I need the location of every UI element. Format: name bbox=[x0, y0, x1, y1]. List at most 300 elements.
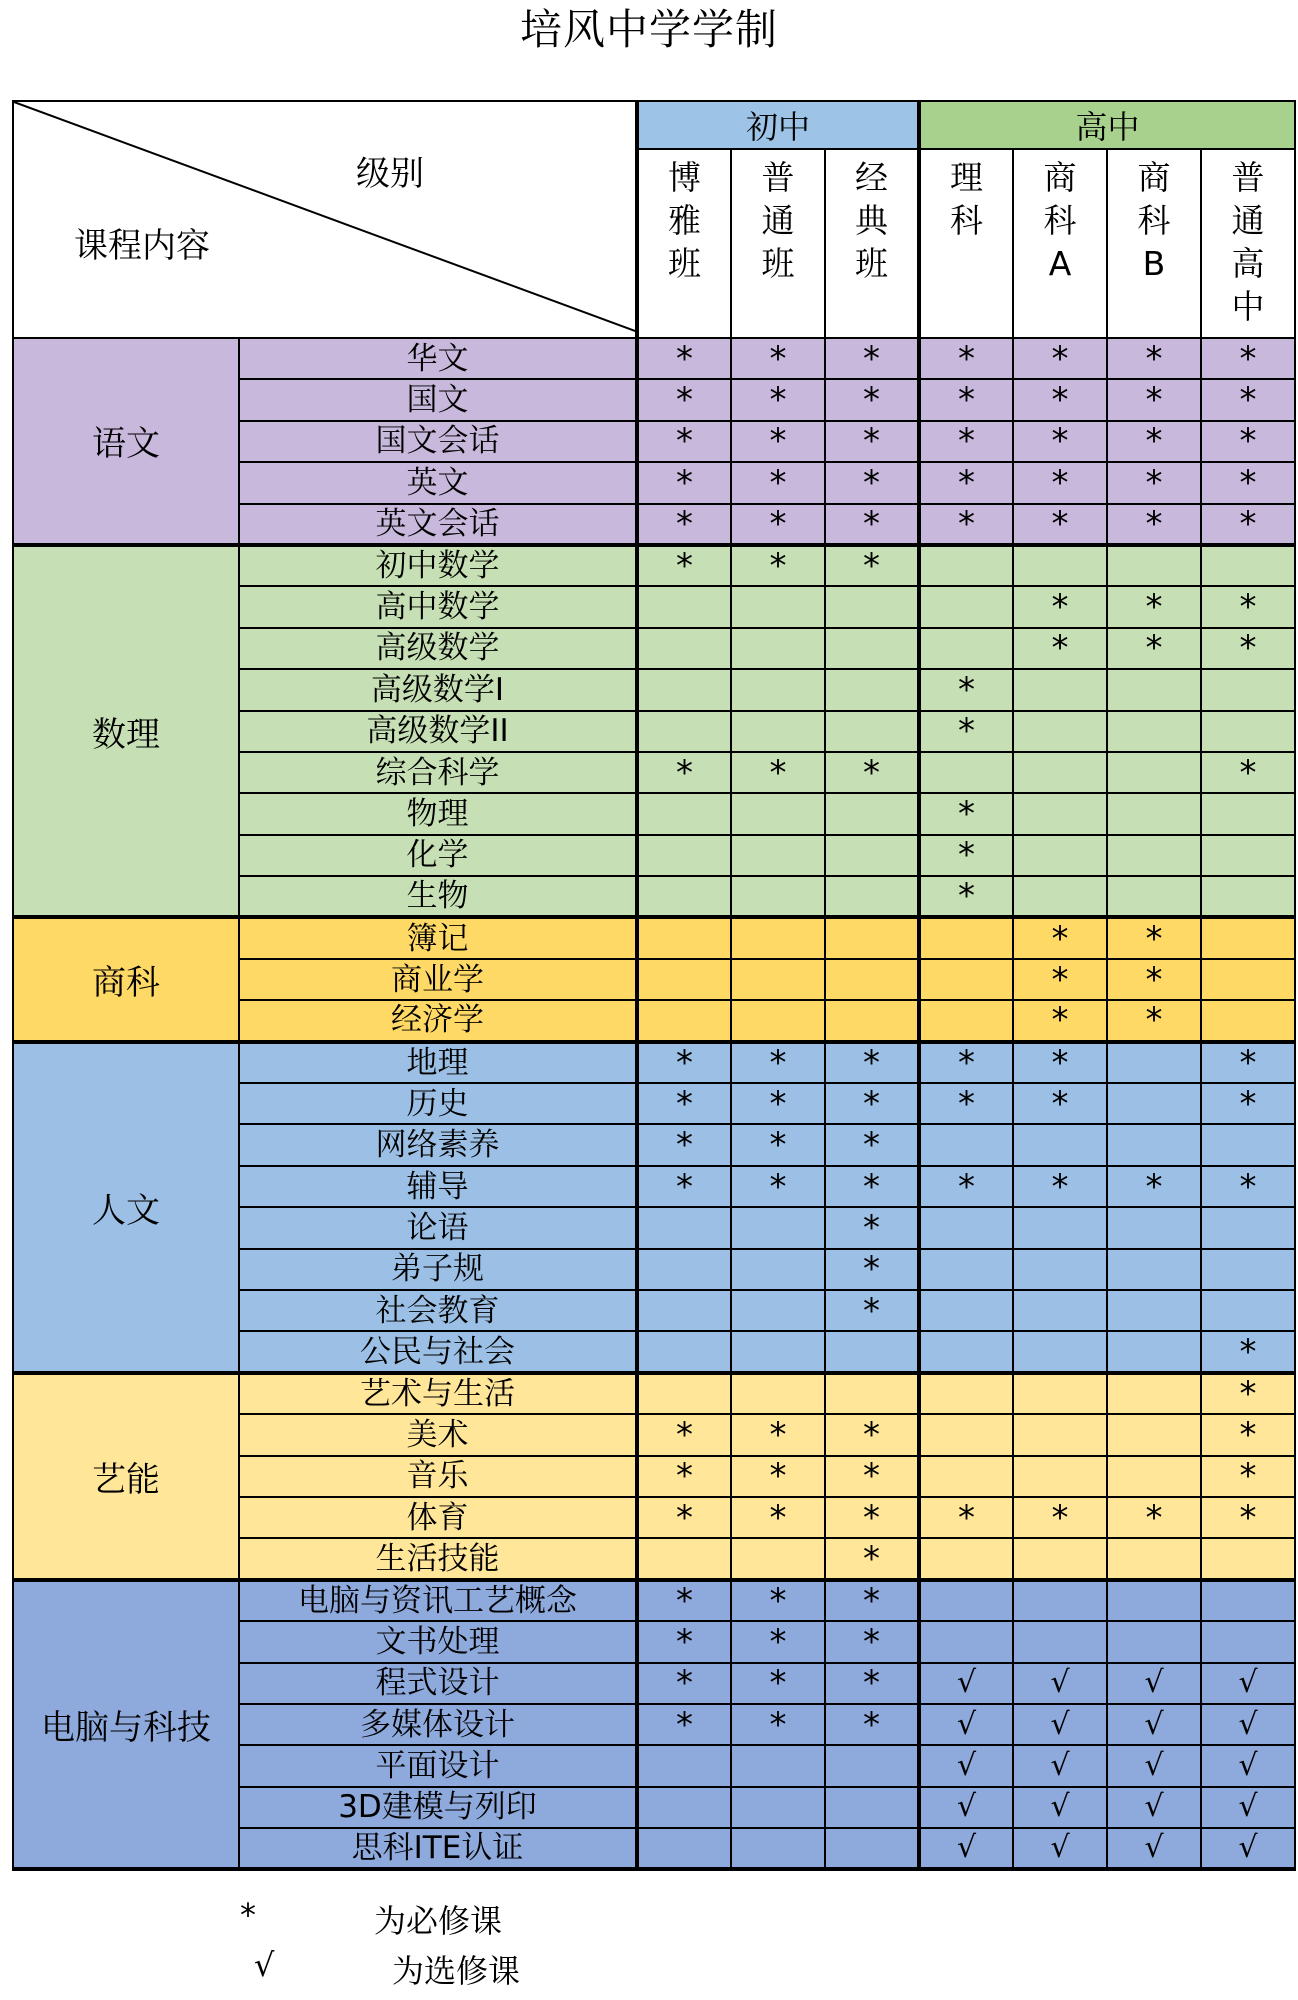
required-mark: * bbox=[1013, 917, 1107, 958]
empty-cell bbox=[1201, 835, 1295, 876]
empty-cell bbox=[919, 628, 1013, 669]
level-header-char: 班 bbox=[668, 244, 701, 283]
empty-cell bbox=[637, 1249, 731, 1290]
subject-row bbox=[13, 1373, 1295, 1414]
required-mark: * bbox=[919, 711, 1013, 752]
empty-cell bbox=[1201, 1207, 1295, 1248]
required-mark: * bbox=[1107, 628, 1201, 669]
subject-label: 文书处理 bbox=[239, 1621, 637, 1662]
required-mark: * bbox=[637, 545, 731, 586]
required-mark: * bbox=[1201, 338, 1295, 379]
required-mark: * bbox=[1201, 586, 1295, 627]
subject-row bbox=[13, 545, 1295, 586]
empty-cell bbox=[919, 1373, 1013, 1414]
empty-cell bbox=[1013, 1124, 1107, 1165]
category-label: 人文 bbox=[13, 1042, 239, 1373]
elective-mark: √ bbox=[1013, 1704, 1107, 1745]
level-header-1 bbox=[731, 149, 825, 338]
empty-cell bbox=[1013, 1580, 1107, 1621]
required-mark: * bbox=[1013, 338, 1107, 379]
empty-cell bbox=[919, 1331, 1013, 1372]
required-mark: * bbox=[825, 462, 919, 503]
empty-cell bbox=[637, 793, 731, 834]
elective-mark: √ bbox=[919, 1745, 1013, 1786]
elective-mark: √ bbox=[1107, 1663, 1201, 1704]
category-label: 电脑与科技 bbox=[13, 1580, 239, 1870]
empty-cell bbox=[731, 586, 825, 627]
empty-cell bbox=[637, 1331, 731, 1372]
required-mark: * bbox=[825, 421, 919, 462]
subject-row bbox=[13, 1042, 1295, 1083]
empty-cell bbox=[1013, 835, 1107, 876]
required-mark: * bbox=[637, 1580, 731, 1621]
category-label: 数理 bbox=[13, 545, 239, 918]
empty-cell bbox=[1201, 959, 1295, 1000]
empty-cell bbox=[919, 1538, 1013, 1579]
level-header-char: 理 bbox=[950, 158, 983, 197]
empty-cell bbox=[1107, 545, 1201, 586]
subject-label: 高中数学 bbox=[239, 586, 637, 627]
empty-cell bbox=[731, 1290, 825, 1331]
empty-cell bbox=[731, 1000, 825, 1041]
subject-label: 地理 bbox=[239, 1042, 637, 1083]
required-mark: * bbox=[919, 876, 1013, 917]
required-mark: * bbox=[1107, 1166, 1201, 1207]
required-mark: * bbox=[825, 1083, 919, 1124]
level-header-char: 雅 bbox=[668, 201, 701, 240]
required-mark: * bbox=[1013, 1042, 1107, 1083]
empty-cell bbox=[731, 1249, 825, 1290]
required-mark: * bbox=[1201, 1166, 1295, 1207]
required-mark: * bbox=[731, 504, 825, 545]
empty-cell bbox=[637, 1787, 731, 1828]
required-mark: * bbox=[825, 1042, 919, 1083]
required-mark: * bbox=[919, 1497, 1013, 1538]
required-mark: * bbox=[731, 1663, 825, 1704]
required-mark: * bbox=[1201, 1456, 1295, 1497]
required-mark: * bbox=[825, 1166, 919, 1207]
empty-cell bbox=[637, 628, 731, 669]
subject-label: 多媒体设计 bbox=[239, 1704, 637, 1745]
level-header-4 bbox=[1013, 149, 1107, 338]
empty-cell bbox=[731, 1207, 825, 1248]
empty-cell bbox=[1013, 1207, 1107, 1248]
subject-row bbox=[13, 338, 1295, 379]
subject-label: 综合科学 bbox=[239, 752, 637, 793]
subject-label: 物理 bbox=[239, 793, 637, 834]
empty-cell bbox=[731, 959, 825, 1000]
level-header-2 bbox=[825, 149, 919, 338]
required-mark: * bbox=[825, 1621, 919, 1662]
required-mark: * bbox=[1201, 1083, 1295, 1124]
empty-cell bbox=[637, 1373, 731, 1414]
required-mark: * bbox=[825, 1663, 919, 1704]
page-title: 培风中学学制 bbox=[519, 5, 778, 54]
empty-cell bbox=[1107, 1456, 1201, 1497]
level-header-char: 经 bbox=[855, 158, 888, 197]
empty-cell bbox=[1201, 1249, 1295, 1290]
empty-cell bbox=[637, 1000, 731, 1041]
empty-cell bbox=[825, 959, 919, 1000]
empty-cell bbox=[1107, 711, 1201, 752]
empty-cell bbox=[1013, 1538, 1107, 1579]
required-mark: * bbox=[637, 338, 731, 379]
empty-cell bbox=[825, 917, 919, 958]
required-mark: * bbox=[1201, 1373, 1295, 1414]
required-mark: * bbox=[919, 421, 1013, 462]
subject-label: 华文 bbox=[239, 338, 637, 379]
required-mark: * bbox=[1107, 959, 1201, 1000]
elective-mark: √ bbox=[919, 1663, 1013, 1704]
required-mark: * bbox=[1201, 462, 1295, 503]
required-mark: * bbox=[731, 1166, 825, 1207]
empty-cell bbox=[1107, 1042, 1201, 1083]
required-mark: * bbox=[919, 793, 1013, 834]
category-label: 语文 bbox=[13, 338, 239, 545]
empty-cell bbox=[731, 1538, 825, 1579]
level-header-3 bbox=[919, 149, 1013, 338]
required-mark: * bbox=[1013, 1166, 1107, 1207]
required-mark: * bbox=[825, 1249, 919, 1290]
subject-label: 历史 bbox=[239, 1083, 637, 1124]
elective-mark: √ bbox=[1201, 1663, 1295, 1704]
legend-required-symbol: * bbox=[240, 1896, 256, 1934]
subject-label: 国文会话 bbox=[239, 421, 637, 462]
empty-cell bbox=[825, 835, 919, 876]
empty-cell bbox=[731, 1331, 825, 1372]
empty-cell bbox=[825, 669, 919, 710]
empty-cell bbox=[825, 1373, 919, 1414]
empty-cell bbox=[1107, 1124, 1201, 1165]
elective-mark: √ bbox=[1107, 1828, 1201, 1869]
empty-cell bbox=[1107, 1621, 1201, 1662]
required-mark: * bbox=[1201, 421, 1295, 462]
category-label: 艺能 bbox=[13, 1373, 239, 1580]
diagonal-label-content: 课程内容 bbox=[74, 226, 210, 266]
empty-cell bbox=[1201, 917, 1295, 958]
required-mark: * bbox=[1201, 1331, 1295, 1372]
subject-label: 音乐 bbox=[239, 1456, 637, 1497]
required-mark: * bbox=[731, 1042, 825, 1083]
required-mark: * bbox=[1013, 421, 1107, 462]
required-mark: * bbox=[731, 1124, 825, 1165]
required-mark: * bbox=[637, 504, 731, 545]
required-mark: * bbox=[637, 1621, 731, 1662]
required-mark: * bbox=[1013, 1083, 1107, 1124]
empty-cell bbox=[1013, 1331, 1107, 1372]
subject-label: 生活技能 bbox=[239, 1538, 637, 1579]
empty-cell bbox=[731, 711, 825, 752]
empty-cell bbox=[919, 545, 1013, 586]
curriculum-table bbox=[12, 100, 1296, 1871]
required-mark: * bbox=[1201, 1497, 1295, 1538]
empty-cell bbox=[825, 1000, 919, 1041]
elective-mark: √ bbox=[919, 1704, 1013, 1745]
level-header-5 bbox=[1107, 149, 1201, 338]
required-mark: * bbox=[637, 379, 731, 420]
required-mark: * bbox=[637, 1456, 731, 1497]
required-mark: * bbox=[637, 1414, 731, 1455]
empty-cell bbox=[637, 1828, 731, 1869]
empty-cell bbox=[919, 959, 1013, 1000]
subject-label: 生物 bbox=[239, 876, 637, 917]
senior-high-header: 高中 bbox=[919, 101, 1295, 149]
empty-cell bbox=[637, 1538, 731, 1579]
subject-label: 论语 bbox=[239, 1207, 637, 1248]
level-header-char: 普 bbox=[1231, 158, 1265, 197]
empty-cell bbox=[731, 669, 825, 710]
required-mark: * bbox=[919, 1166, 1013, 1207]
required-mark: * bbox=[1107, 504, 1201, 545]
required-mark: * bbox=[731, 1083, 825, 1124]
empty-cell bbox=[1107, 793, 1201, 834]
subject-label: 弟子规 bbox=[239, 1249, 637, 1290]
empty-cell bbox=[1201, 711, 1295, 752]
subject-label: 国文 bbox=[239, 379, 637, 420]
required-mark: * bbox=[825, 1207, 919, 1248]
level-header-char: 中 bbox=[1231, 287, 1265, 326]
empty-cell bbox=[1107, 1290, 1201, 1331]
level-header-char: 高 bbox=[1231, 244, 1265, 283]
required-mark: * bbox=[637, 752, 731, 793]
required-mark: * bbox=[1107, 462, 1201, 503]
required-mark: * bbox=[1013, 628, 1107, 669]
empty-cell bbox=[637, 1745, 731, 1786]
legend-elective-symbol: √ bbox=[254, 1946, 275, 1984]
required-mark: * bbox=[825, 1538, 919, 1579]
empty-cell bbox=[637, 669, 731, 710]
empty-cell bbox=[1107, 669, 1201, 710]
empty-cell bbox=[1201, 1000, 1295, 1041]
subject-label: 美术 bbox=[239, 1414, 637, 1455]
empty-cell bbox=[731, 793, 825, 834]
diagonal-line bbox=[14, 102, 637, 332]
level-header-char: 典 bbox=[855, 201, 888, 240]
required-mark: * bbox=[637, 1166, 731, 1207]
empty-cell bbox=[637, 711, 731, 752]
empty-cell bbox=[919, 1207, 1013, 1248]
level-header-char: B bbox=[1142, 244, 1166, 283]
subject-row bbox=[13, 1580, 1295, 1621]
empty-cell bbox=[825, 628, 919, 669]
empty-cell bbox=[825, 1787, 919, 1828]
empty-cell bbox=[1201, 1580, 1295, 1621]
subject-label: 体育 bbox=[239, 1497, 637, 1538]
empty-cell bbox=[1201, 545, 1295, 586]
legend-required-text: 为必修课 bbox=[374, 1902, 503, 1940]
empty-cell bbox=[825, 1745, 919, 1786]
junior-high-header: 初中 bbox=[637, 101, 919, 149]
empty-cell bbox=[1107, 1249, 1201, 1290]
empty-cell bbox=[1013, 1456, 1107, 1497]
required-mark: * bbox=[919, 379, 1013, 420]
empty-cell bbox=[637, 586, 731, 627]
elective-mark: √ bbox=[1201, 1745, 1295, 1786]
empty-cell bbox=[637, 876, 731, 917]
empty-cell bbox=[825, 1331, 919, 1372]
required-mark: * bbox=[731, 338, 825, 379]
empty-cell bbox=[637, 917, 731, 958]
elective-mark: √ bbox=[1013, 1745, 1107, 1786]
subject-label: 3D建模与列印 bbox=[239, 1787, 637, 1828]
empty-cell bbox=[1013, 711, 1107, 752]
empty-cell bbox=[825, 1828, 919, 1869]
required-mark: * bbox=[919, 504, 1013, 545]
legend-elective-text: 为选修课 bbox=[392, 1952, 521, 1990]
required-mark: * bbox=[1201, 628, 1295, 669]
empty-cell bbox=[919, 1414, 1013, 1455]
empty-cell bbox=[1201, 1290, 1295, 1331]
empty-cell bbox=[731, 1745, 825, 1786]
level-header-char: 科 bbox=[1043, 201, 1077, 240]
level-header-char: A bbox=[1048, 244, 1072, 283]
subject-label: 公民与社会 bbox=[239, 1331, 637, 1372]
elective-mark: √ bbox=[919, 1828, 1013, 1869]
level-header-6 bbox=[1201, 149, 1295, 338]
empty-cell bbox=[1013, 752, 1107, 793]
required-mark: * bbox=[825, 379, 919, 420]
required-mark: * bbox=[1107, 586, 1201, 627]
required-mark: * bbox=[1107, 421, 1201, 462]
required-mark: * bbox=[731, 1456, 825, 1497]
required-mark: * bbox=[1013, 379, 1107, 420]
elective-mark: √ bbox=[1107, 1704, 1201, 1745]
empty-cell bbox=[825, 793, 919, 834]
required-mark: * bbox=[731, 462, 825, 503]
empty-cell bbox=[919, 1124, 1013, 1165]
subject-label: 英文 bbox=[239, 462, 637, 503]
empty-cell bbox=[731, 835, 825, 876]
elective-mark: √ bbox=[1107, 1787, 1201, 1828]
level-header-char: 博 bbox=[668, 158, 701, 197]
required-mark: * bbox=[1201, 1414, 1295, 1455]
empty-cell bbox=[1201, 669, 1295, 710]
required-mark: * bbox=[825, 1414, 919, 1455]
empty-cell bbox=[731, 1787, 825, 1828]
empty-cell bbox=[1013, 1621, 1107, 1662]
elective-mark: √ bbox=[1201, 1787, 1295, 1828]
empty-cell bbox=[919, 1456, 1013, 1497]
empty-cell bbox=[637, 835, 731, 876]
empty-cell bbox=[731, 1373, 825, 1414]
subject-label: 簿记 bbox=[239, 917, 637, 958]
subject-label: 高级数学 bbox=[239, 628, 637, 669]
required-mark: * bbox=[919, 338, 1013, 379]
subject-label: 思科ITE认证 bbox=[239, 1828, 637, 1869]
empty-cell bbox=[919, 1000, 1013, 1041]
empty-cell bbox=[731, 917, 825, 958]
empty-cell bbox=[919, 917, 1013, 958]
category-label: 商科 bbox=[13, 917, 239, 1041]
empty-cell bbox=[1013, 1373, 1107, 1414]
required-mark: * bbox=[637, 1124, 731, 1165]
required-mark: * bbox=[1107, 1497, 1201, 1538]
required-mark: * bbox=[919, 1042, 1013, 1083]
empty-cell bbox=[1107, 1373, 1201, 1414]
required-mark: * bbox=[825, 1580, 919, 1621]
subject-label: 社会教育 bbox=[239, 1290, 637, 1331]
required-mark: * bbox=[1013, 586, 1107, 627]
required-mark: * bbox=[919, 835, 1013, 876]
required-mark: * bbox=[1201, 379, 1295, 420]
level-header-char: 通 bbox=[1231, 201, 1265, 240]
required-mark: * bbox=[731, 1497, 825, 1538]
elective-mark: √ bbox=[1201, 1828, 1295, 1869]
empty-cell bbox=[1201, 1621, 1295, 1662]
empty-cell bbox=[1013, 1414, 1107, 1455]
required-mark: * bbox=[1201, 504, 1295, 545]
empty-cell bbox=[1107, 1207, 1201, 1248]
required-mark: * bbox=[1107, 917, 1201, 958]
required-mark: * bbox=[825, 338, 919, 379]
empty-cell bbox=[1013, 876, 1107, 917]
required-mark: * bbox=[825, 1704, 919, 1745]
required-mark: * bbox=[637, 1083, 731, 1124]
required-mark: * bbox=[825, 545, 919, 586]
required-mark: * bbox=[919, 1083, 1013, 1124]
empty-cell bbox=[1013, 1249, 1107, 1290]
elective-mark: √ bbox=[1201, 1704, 1295, 1745]
subject-label: 经济学 bbox=[239, 1000, 637, 1041]
diagonal-label-level: 级别 bbox=[356, 154, 424, 194]
required-mark: * bbox=[1107, 1000, 1201, 1041]
required-mark: * bbox=[637, 1663, 731, 1704]
level-header-char: 商 bbox=[1137, 158, 1171, 197]
subject-label: 程式设计 bbox=[239, 1663, 637, 1704]
required-mark: * bbox=[825, 1124, 919, 1165]
level-header-char: 商 bbox=[1043, 158, 1077, 197]
required-mark: * bbox=[637, 1042, 731, 1083]
required-mark: * bbox=[1107, 338, 1201, 379]
subject-label: 初中数学 bbox=[239, 545, 637, 586]
required-mark: * bbox=[731, 1704, 825, 1745]
required-mark: * bbox=[637, 421, 731, 462]
subject-label: 高级数学I bbox=[239, 669, 637, 710]
required-mark: * bbox=[637, 1497, 731, 1538]
empty-cell bbox=[1201, 793, 1295, 834]
required-mark: * bbox=[731, 421, 825, 462]
level-header-char: 普 bbox=[761, 158, 795, 197]
required-mark: * bbox=[919, 669, 1013, 710]
empty-cell bbox=[1107, 752, 1201, 793]
required-mark: * bbox=[825, 752, 919, 793]
subject-label: 英文会话 bbox=[239, 504, 637, 545]
level-header-char: 通 bbox=[761, 201, 795, 240]
empty-cell bbox=[731, 628, 825, 669]
required-mark: * bbox=[1013, 959, 1107, 1000]
required-mark: * bbox=[731, 545, 825, 586]
empty-cell bbox=[1013, 793, 1107, 834]
elective-mark: √ bbox=[1013, 1663, 1107, 1704]
subject-label: 平面设计 bbox=[239, 1745, 637, 1786]
required-mark: * bbox=[731, 379, 825, 420]
subject-row bbox=[13, 917, 1295, 958]
empty-cell bbox=[1201, 1538, 1295, 1579]
empty-cell bbox=[1013, 669, 1107, 710]
level-header-char: 班 bbox=[761, 244, 795, 283]
elective-mark: √ bbox=[1013, 1828, 1107, 1869]
empty-cell bbox=[919, 1249, 1013, 1290]
level-header-0 bbox=[637, 149, 731, 338]
subject-label: 艺术与生活 bbox=[239, 1373, 637, 1414]
subject-label: 高级数学II bbox=[239, 711, 637, 752]
required-mark: * bbox=[825, 1497, 919, 1538]
required-mark: * bbox=[1013, 1497, 1107, 1538]
empty-cell bbox=[919, 1580, 1013, 1621]
empty-cell bbox=[1107, 1414, 1201, 1455]
required-mark: * bbox=[1013, 1000, 1107, 1041]
empty-cell bbox=[731, 876, 825, 917]
